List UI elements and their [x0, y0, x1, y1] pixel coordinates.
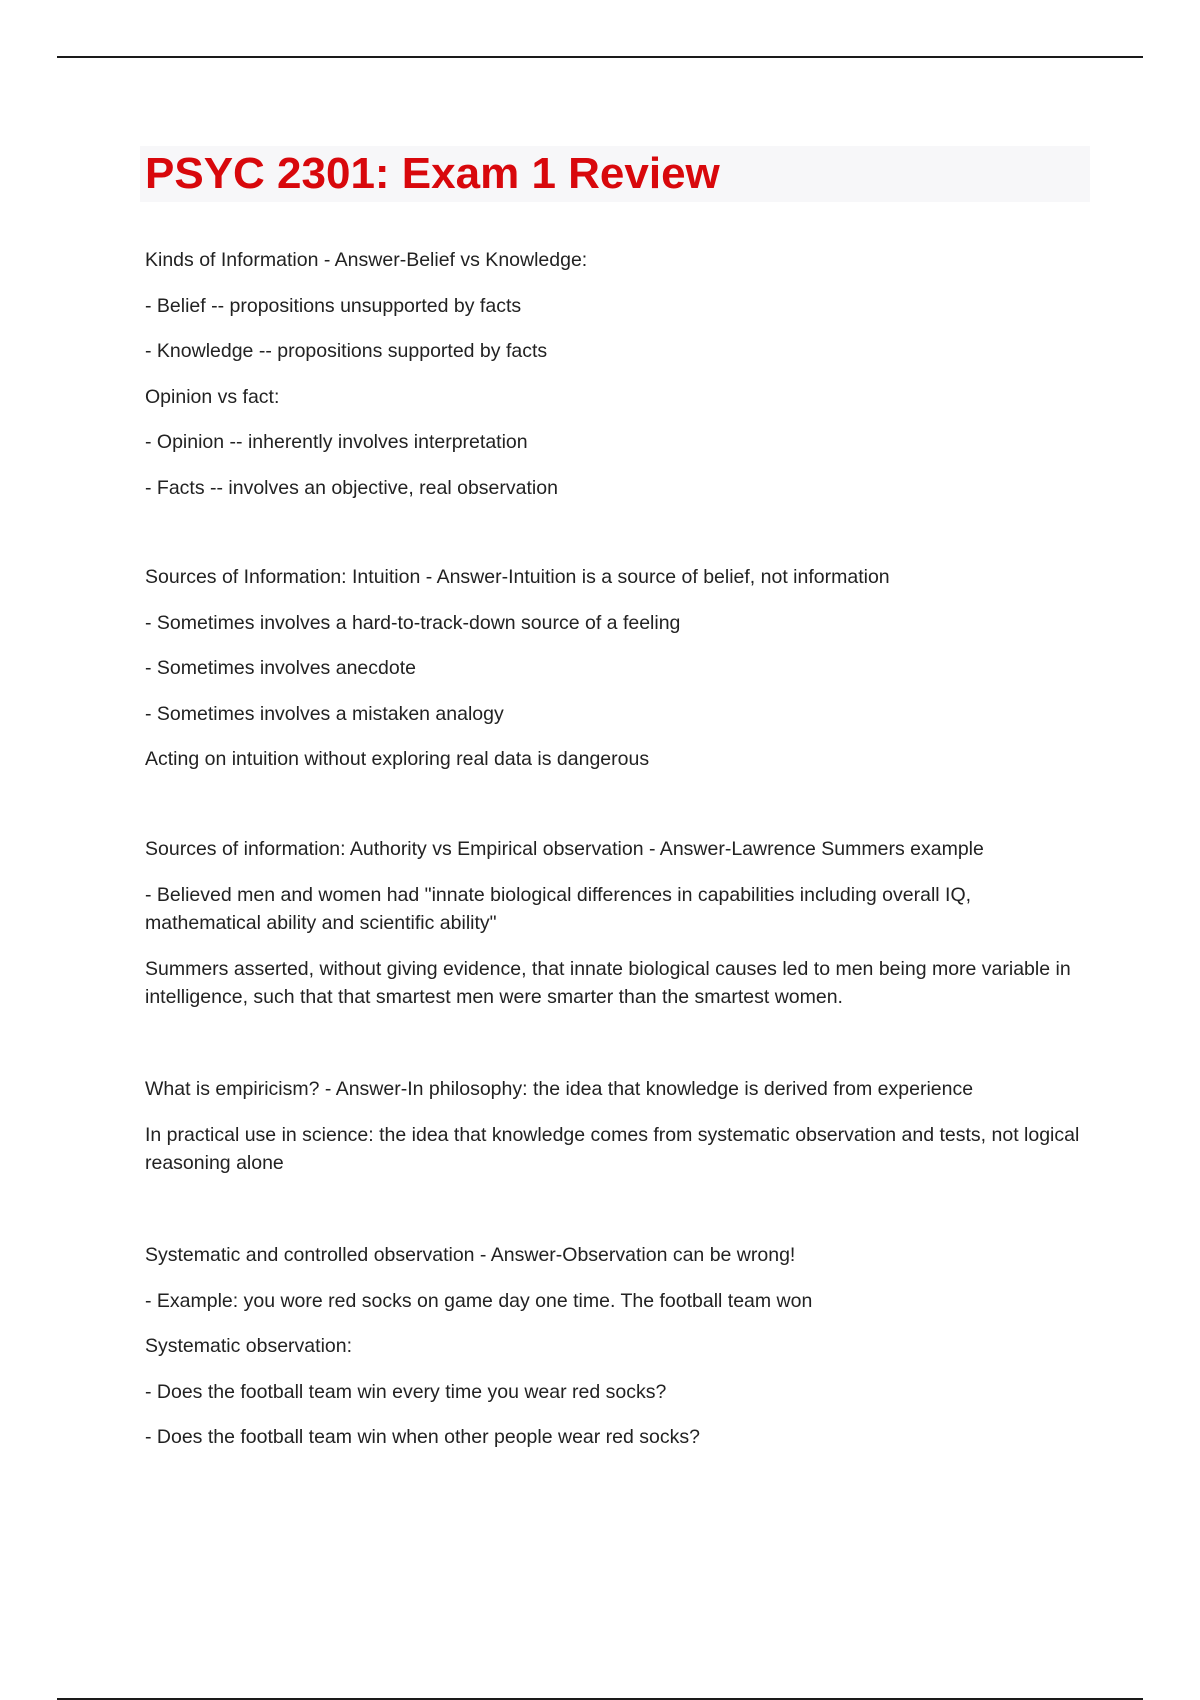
section-4-heading: What is empiricism? - Answer-In philosophy: the idea that knowledge is derived from experience [145, 1078, 974, 1100]
section-4-line: In practical use in science: the idea that knowledge comes from systematic observation and tests, not logical reasoning alone [145, 1124, 1080, 1174]
section-2-line: Acting on intuition without exploring real data is dangerous [145, 748, 650, 770]
section-5-line: - Does the football team win when other people wear red socks? [145, 1426, 700, 1448]
section-1-line: - Facts -- involves an objective, real observation [145, 477, 558, 499]
section-2-line: - Sometimes involves a hard-to-track-down source of a feeling [145, 612, 681, 634]
section-5-line: - Example: you wore red socks on game day one time. The football team won [145, 1290, 813, 1312]
section-1-heading: Kinds of Information - Answer-Belief vs Knowledge: [145, 249, 588, 271]
section-1-line: Opinion vs fact: [145, 386, 280, 408]
section-3-line: Summers asserted, without giving evidence, that innate biological causes led to men being more variable in intelligence, such that that smartest men were smarter than the smartest women. [145, 958, 1071, 1008]
section-5-heading: Systematic and controlled observation - Answer-Observation can be wrong! [145, 1244, 796, 1266]
section-1-line: - Opinion -- inherently involves interpretation [145, 431, 528, 453]
top-rule [57, 56, 1143, 58]
section-3-heading: Sources of information: Authority vs Empirical observation - Answer-Lawrence Summers example [145, 838, 984, 860]
section-3-line: - Believed men and women had "innate biological differences in capabilities including overall IQ, mathematical ability and scientific ability" [145, 884, 972, 934]
section-5-line: - Does the football team win every time you wear red socks? [145, 1381, 667, 1403]
document-title: PSYC 2301: Exam 1 Review [145, 149, 720, 198]
section-1-line: - Knowledge -- propositions supported by facts [145, 340, 548, 362]
section-2-heading: Sources of Information: Intuition - Answer-Intuition is a source of belief, not information [145, 566, 890, 588]
section-2-line: - Sometimes involves anecdote [145, 657, 416, 679]
section-2-line: - Sometimes involves a mistaken analogy [145, 703, 504, 725]
section-1-line: - Belief -- propositions unsupported by facts [145, 295, 522, 317]
section-5-line: Systematic observation: [145, 1335, 353, 1357]
